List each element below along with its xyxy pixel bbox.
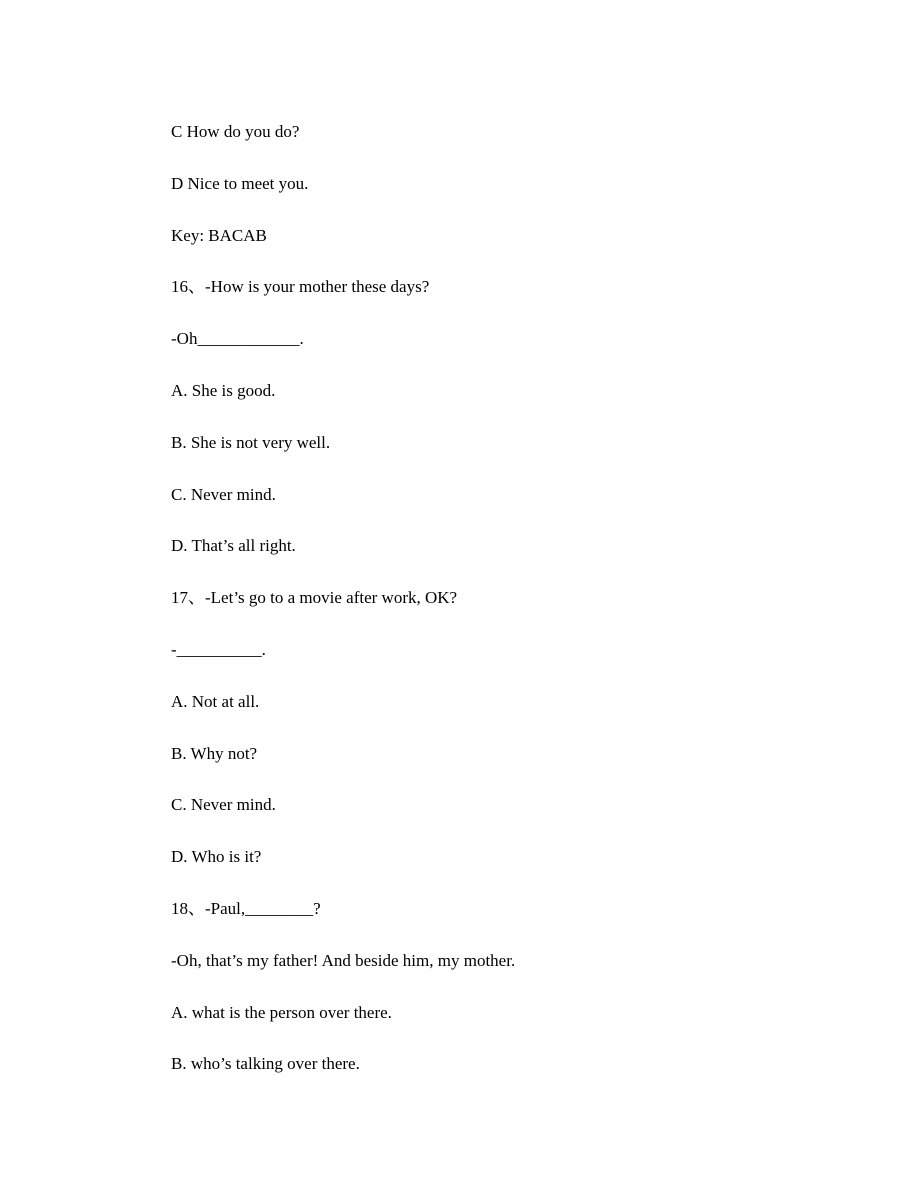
question-17: 17、-Let’s go to a movie after work, OK? [171,588,458,608]
question-18-response: -Oh, that’s my father! And beside him, my mother. [171,950,516,970]
question-18: 18、-Paul,________? [171,898,321,918]
question-17-option-c: C. Never mind. [171,795,276,815]
question-16-option-c: C. Never mind. [171,484,276,504]
answer-key: Key: BACAB [171,225,267,245]
question-16: 16、-How is your mother these days? [171,277,430,297]
question-17-option-b: B. Why not? [171,743,258,763]
question-18-option-b: B. who’s talking over there. [171,1054,360,1074]
question-17-response: -__________. [171,639,266,659]
question-17-option-a: A. Not at all. [171,691,260,711]
document-body [171,121,851,1105]
question-16-option-d: D. That’s all right. [171,536,296,556]
answer-option-c: C How do you do? [171,122,300,141]
question-18-option-a: A. what is the person over there. [171,1002,392,1022]
question-16-response: -Oh____________. [171,329,304,349]
question-17-option-d: D. Who is it? [171,847,262,867]
question-16-option-b: B. She is not very well. [171,432,331,452]
question-16-option-a: A. She is good. [171,380,276,400]
answer-option-d: D Nice to meet you. [171,173,309,193]
